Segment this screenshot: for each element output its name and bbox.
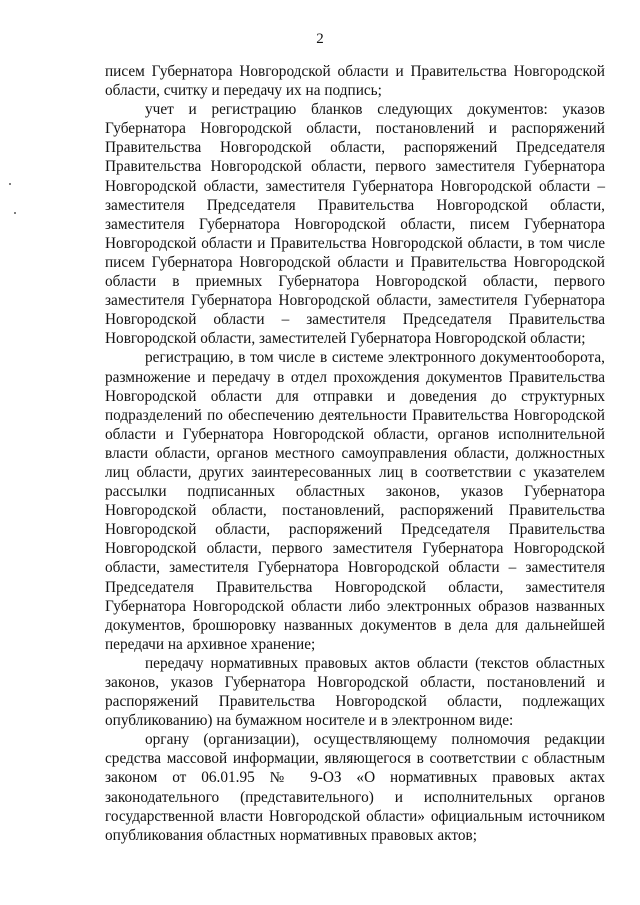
paragraph-letters-signing: писем Губернатора Новгородской области и Правительства Новгородской области, считку и передачу их на подпись; [105,63,605,100]
paragraph-registration-distribution: регистрацию, в том числе в системе электронного документооборота, размножение и передачу в отдел прохождения документов Правительства Новгородской области для отправки и доведения до структурных подразделений по обеспечению деятельности Правительства Новгородской области и Губернатора Новгородской области, органов исполнительной власти области, органов местного самоуправления области, должностных лиц области, других заинтересованных лиц в соответствии с указателем рассылки подписанных областных законов, указов Губернатора Новгородской области, постановлений, распоряжений Правительства Новгородской области, распоряжений Председателя Правительства Новгородской области, первого заместителя Губернатора Новгородской области, заместителя Губернатора Новгородской области – заместителя Председателя Правительства Новгородской области, заместителя Губернатора Новгородской области либо электронных образов названных документов, брошюровку названных документов в дела для дальнейшей передачи на архивное хранение; [105,349,605,653]
document-body [105,62,605,845]
paragraph-normative-acts-transfer: передачу нормативных правовых актов области (текстов областных законов, указов Губернатора Новгородской области, постановлений и распоряжений Правительства Новгородской области, подлежащих опубликованию) на бумажном носителе и в электронном виде: [105,654,605,730]
paragraph-media-organ: органу (организации), осуществляющему полномочия редакции средства массовой информации, являющегося в соответствии с областным законом от 06.01.95 № 9-ОЗ «О нормативных правовых актах законодательного (представительного) и исполнительных органов государственной власти Новгородской области» официальным источником опубликования областных нормативных правовых актов; [105,731,605,844]
scan-speck-2 [14,212,16,214]
scan-speck-1 [9,183,11,185]
paragraph-blank-registration: учет и регистрацию бланков следующих документов: указов Губернатора Новгородской области, постановлений и распоряжений Правительства Новгородской области, распоряжений Председателя Правительства Новгородской области, первого заместителя Губернатора Новгородской области, заместителя Губернатора Новгородской области – заместителя Председателя Правительства Новгородской области, заместителя Губернатора Новгородской области, писем Губернатора Новгородской области и Правительства Новгородской области, в том числе писем Губернатора Новгородской области и Правительства Новгородской области в приемных Губернатора Новгородской области, первого заместителя Губернатора Новгородской области, заместителя Губернатора Новгородской области – заместителя Председателя Правительства Новгородской области, заместителей Губернатора Новгородской области; [105,101,605,348]
page-number: 2 [316,31,324,47]
